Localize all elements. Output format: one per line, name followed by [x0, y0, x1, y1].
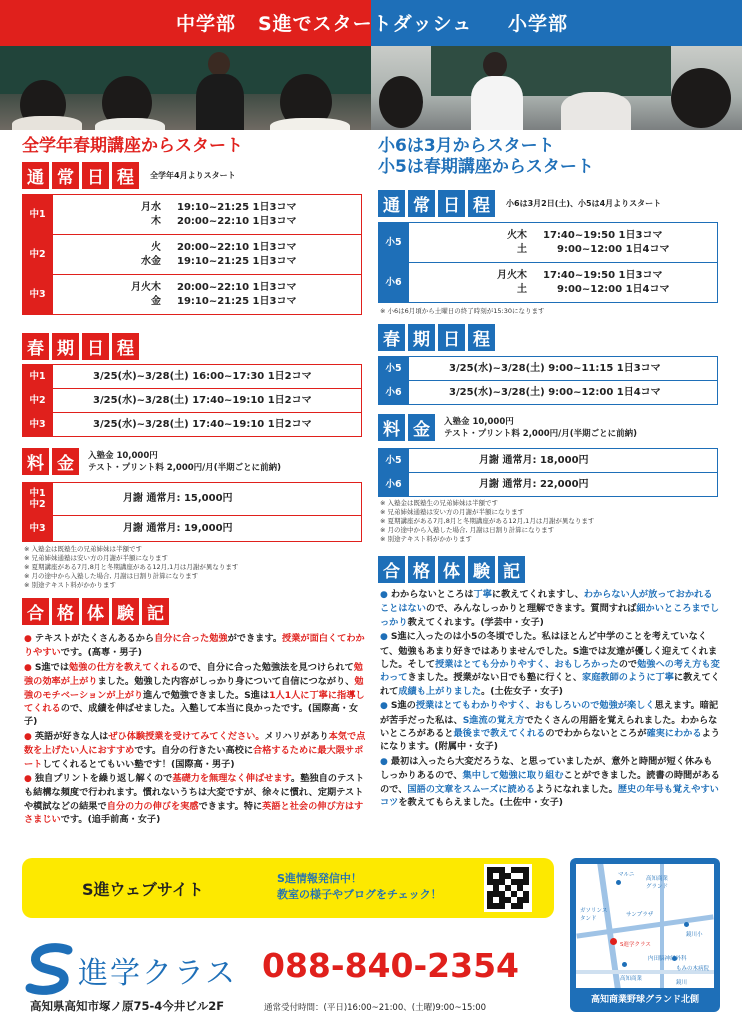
highlight-text: 最後まで教えてくれる [453, 728, 546, 740]
s-logo-icon [22, 940, 82, 1000]
banner-elementary-label: 小学部 [508, 13, 569, 35]
classroom-photo-elementary [371, 46, 742, 130]
body-text: に教えてくれて [380, 672, 720, 697]
bullet-icon: ● [24, 634, 32, 644]
grade-label: 中2 [23, 235, 53, 275]
website-name: S進ウェブサイト [82, 880, 204, 899]
body-text: のでわからないところが [545, 728, 647, 740]
table-row: 中1 中2 月謝 通常月: 15,000円 [23, 483, 362, 516]
body-text: 進んで勉強できました。S進は [143, 689, 270, 701]
address: 高知県高知市塚ノ原75-4今井ビル2F [30, 999, 225, 1013]
elementary-regular-heading: 通 常 日 程 小6は3月2日(土)、小5は4月よりスタート [378, 190, 661, 217]
highlight-text: 合格するために最大限サポート [24, 745, 364, 770]
highlight-text: 本気で点数を上げたい人におすすめ [24, 730, 366, 757]
elementary-title [378, 136, 594, 178]
body-text: ようになります。(附属中・女子) [380, 728, 720, 753]
elementary-notes: ※ 入塾金は既塾生の兄弟姉妹は半額です ※ 兄弟姉妹通塾は安い方の月謝が半額になります ※ 夏期講座がある7月,8月と冬期講座がある12月,1月は月謝が異なります ※ 月の途中から入塾した場合, 月謝は日割り計算になります ※ 別途テキスト料がかかります [380, 499, 595, 543]
junior-regular-table [22, 194, 362, 315]
highlight-text: 丁寧 [473, 589, 492, 600]
body-text: ました。勉強した内容がしっかり身について自信につながり、 [97, 676, 355, 688]
elementary-testimonial-3 [380, 699, 720, 754]
body-text: 最初は入ったら大変だろうな、と思っていましたが、意外と時間が短く休みもしっかりあるので、 [380, 755, 713, 782]
bullet-icon: ● [380, 632, 388, 643]
grade-label: 中3 [23, 516, 53, 542]
body-text: 。塾独自のテストも結構な頻度で行われます。慣れないうちは大変ですが、徐々に慣れ、定期テストや模試などの結果で [24, 773, 365, 812]
body-text: ので、成績を伸ばせました。入塾して本当に良かったです。(国際高・女子) [24, 703, 359, 728]
qr-code-icon[interactable] [484, 864, 532, 912]
elementary-regular-table [378, 222, 718, 303]
junior-testimonial-3 [24, 730, 366, 771]
highlight-text: 細かいところまでしっかり [380, 603, 720, 628]
highlight-text: 成績も上がりました [398, 685, 482, 697]
grade-label: 中1 [23, 365, 53, 389]
elementary-test-fee: テスト・プリント料 2,000円/月(半期ごとに前納) [444, 428, 638, 439]
highlight-text: 勉強のモチベーションが上がり [24, 676, 364, 701]
junior-title: 全学年春期講座からスタート [22, 136, 243, 156]
body-text: ので、自分に合った勉強法を見つけられて [179, 661, 354, 673]
elementary-regular-note: 小6は3月2日(土)、小5は4月よりスタート [506, 199, 662, 208]
body-text: わからないところは [390, 589, 474, 600]
highlight-text: 1人1人に丁寧に指導してくれる [24, 689, 365, 715]
junior-regular-heading: 通 常 日 程 全学年4月よりスタート [22, 162, 236, 189]
junior-testimonial-1 [24, 632, 366, 660]
highlight-text: 英語と社会の伸び方はすさまじい [24, 800, 364, 826]
junior-fee-table [22, 482, 362, 542]
grade-label: 中2 [23, 389, 53, 413]
body-text: きました。授業がない日でも塾に行くと、 [407, 672, 583, 684]
body-text: ことができました。読書の時間があるので、 [380, 770, 720, 795]
highlight-text: 基礎力を無理なく伸ばせます [172, 773, 292, 785]
table-row: 小6 月謝 通常月: 22,000円 [379, 473, 718, 497]
table-row: 中1 月水 19:10~21:25 1日3コマ 木 20:00~22:10 1日3コマ [23, 195, 362, 235]
junior-spring-table [22, 364, 362, 437]
grade-label: 小6 [379, 473, 409, 497]
body-text: ので、みんなしっかりと理解できます。質問すれば [425, 603, 637, 615]
highlight-text: 勉強の効率が上がり [24, 661, 363, 688]
highlight-text: 集中して勉強に取り組む [462, 770, 564, 782]
map-area: マルニ 高知商業 グランド ガソリンスタンド サンプラザ S進学クラス 内田脳神経外科 もみの木病院 高知商業 鏡川 鏡川小 [576, 864, 714, 988]
bullet-icon: ● [380, 701, 388, 712]
highlight-text: 授業はとてもわかりやすく、おもしろいので勉強が楽しく [415, 700, 655, 712]
grade-label: 小6 [379, 381, 409, 405]
body-text: 独自プリントを繰り返し解くので [34, 773, 173, 785]
body-text: ができます。 [227, 633, 283, 644]
brand-name: 進学クラス [78, 956, 238, 991]
elementary-fee-heading: 料 金 入塾金 10,000円 テスト・プリント料 2,000円/月(半期ごとに前納) [378, 414, 637, 441]
table-row: 中3 3/25(水)~3/28(土) 17:40~19:10 1日2コマ [23, 413, 362, 437]
table-row: 小5 3/25(水)~3/28(土) 9:00~11:15 1日3コマ [379, 357, 718, 381]
access-map [570, 858, 720, 1012]
elementary-spring-heading: 春 期 日 程 [378, 324, 498, 351]
elementary-testimonial-4 [380, 755, 720, 810]
website-message: S進情報発信中！ 教室の様子やブログをチェック！ [277, 872, 442, 901]
elementary-spring-table [378, 356, 718, 405]
bullet-icon: ● [380, 756, 388, 767]
table-row: 中2 火 20:00~22:10 1日3コマ 水金 19:10~21:25 1日3コマ [23, 235, 362, 275]
highlight-text: 歴史の年号も覚えやすいコツ [380, 783, 719, 809]
body-text: 。(土佐女子・女子) [481, 685, 563, 697]
table-row: 中3 月火木 20:00~22:10 1日3コマ 金 19:10~21:25 1日3コマ [23, 275, 362, 315]
elementary-title-line1: 小6は3月からスタート [378, 136, 555, 156]
junior-notes: ※ 入塾金は既塾生の兄弟姉妹は半額です ※ 兄弟姉妹通塾は安い方の月謝が半額になります ※ 夏期講座がある7月,8月と冬期講座がある12月,1月は月謝が異なります ※ 月の途中から入塾した場合, 月謝は日割り計算になります ※ 別途テキスト料がかかります [24, 545, 239, 589]
highlight-text: 勉強への考え方も変わって [380, 659, 720, 684]
body-text: ようになれました。 [535, 783, 618, 795]
elementary-testimonials-heading: 合 格 体 験 記 [378, 556, 528, 583]
table-row: 小5 火木 17:40~19:50 1日3コマ 土 9:00~12:00 1日4コマ [379, 223, 718, 263]
junior-entry-fee: 入塾金 10,000円 [88, 450, 158, 461]
elementary-entry-fee: 入塾金 10,000円 [444, 416, 514, 427]
highlight-text: 国語の文章をスムーズに読める [407, 783, 536, 795]
grade-label: 小5 [379, 357, 409, 381]
school-location-pin [610, 938, 617, 945]
highlight-text: 自分に合った勉強 [154, 633, 228, 644]
junior-testimonial-2 [24, 661, 366, 729]
body-text: S進では [34, 661, 70, 673]
body-text: メリハリがあり [264, 730, 329, 742]
bullet-icon: ● [24, 731, 32, 742]
bullet-icon: ● [24, 662, 32, 673]
phone-number[interactable]: 088-840-2354 [262, 946, 520, 985]
table-row: 小6 3/25(水)~3/28(土) 9:00~12:00 1日4コマ [379, 381, 718, 405]
junior-regular-note: 全学年4月よりスタート [150, 171, 236, 180]
elementary-testimonial-2 [380, 630, 720, 698]
body-text: です。自分の行きたい高校に [134, 745, 254, 757]
highlight-text: わからない人が放っておかれることはない [380, 589, 713, 615]
table-row: 中3 月謝 通常月: 19,000円 [23, 516, 362, 542]
bullet-icon: ● [380, 590, 388, 600]
banner-junior-label: 中学部 [176, 13, 237, 35]
junior-spring-heading: 春 期 日 程 [22, 333, 142, 360]
top-banner [0, 0, 742, 46]
body-text: 英語が好きな人は [34, 730, 109, 742]
body-text: を教えてもらえました。(土佐中・女子) [398, 797, 563, 809]
junior-testimonial-4 [24, 772, 366, 827]
grade-label: 小5 [379, 223, 409, 263]
grade-label: 中3 [23, 413, 53, 437]
classroom-photo-junior [0, 46, 371, 130]
highlight-text: 自分の力の伸びを実感 [106, 800, 199, 812]
website-banner[interactable] [22, 858, 554, 918]
junior-fee-heading: 料 金 入塾金 10,000円 テスト・プリント料 2,000円/月(半期ごとに前納) [22, 448, 281, 475]
body-text: でたくさんの用語を覚えられました。わからないところがあると [380, 714, 718, 740]
junior-testimonials [24, 632, 366, 828]
elementary-fee-table [378, 448, 718, 497]
elementary-testimonials [380, 588, 720, 811]
grade-label: 小5 [379, 449, 409, 473]
table-row: 小6 月火木 17:40~19:50 1日3コマ 土 9:00~12:00 1日4コマ [379, 263, 718, 303]
reception-hours: 通常受付時間：(平日)16:00~21:00、(土曜)9:00~15:00 [264, 1003, 487, 1013]
highlight-text: 授業はとても分かりやすく、おもしろかった [435, 659, 619, 671]
body-text: ので [618, 659, 638, 671]
grade-label: 中3 [23, 275, 53, 315]
body-text: できます。特に [198, 800, 263, 812]
highlight-text: 確実にわかる [646, 728, 702, 740]
grade-label: 中1 中2 [23, 483, 53, 516]
grade-label: 小6 [379, 263, 409, 303]
highlight-text: S進流の覚え方 [462, 714, 525, 726]
elementary-testimonial-1 [380, 588, 720, 629]
elementary-title-line2: 小5は春期講座からスタート [378, 157, 594, 177]
elementary-regular-footnote: ※ 小6は6月頃から土曜日の終了時刻が15:30になります [380, 307, 545, 315]
highlight-text: 家庭教師のように丁寧 [582, 672, 674, 684]
highlight-text: 授業が面白くてわかりやすい [24, 633, 365, 659]
table-row: 小5 月謝 通常月: 18,000円 [379, 449, 718, 473]
map-caption: 高知商業野球グランド北側 [590, 995, 699, 1005]
table-row: 中2 3/25(水)~3/28(土) 17:40~19:10 1日2コマ [23, 389, 362, 413]
body-text: テキストがたくさんあるから [34, 633, 155, 644]
body-text: してくれるとてもいい塾です！(国際高・男子) [42, 758, 235, 770]
highlight-text: 勉強の仕方を教えてくれる [69, 661, 180, 673]
banner-slogan: S進でスタートダッシュ [258, 13, 473, 35]
body-text: 教えてくれます。(学芸中・女子) [407, 616, 544, 628]
body-text: 思えます。暗記が苦手だった私は、 [380, 700, 719, 726]
body-text: S進に入ったのは小5の冬頃でした。私はほとんど中学のことを考えていなくて、勉強もあまり好きではありませんでした。S進では友達が優しく迎えてくれました。そして [380, 631, 718, 671]
body-text: S進の [390, 700, 416, 712]
body-text: です。(追手前高・女子) [60, 814, 161, 826]
grade-label: 中1 [23, 195, 53, 235]
junior-test-fee: テスト・プリント料 2,000円/月(半期ごとに前納) [88, 462, 282, 473]
body-text: です。(高専・男子) [60, 647, 142, 659]
table-row: 中1 3/25(水)~3/28(土) 16:00~17:30 1日2コマ [23, 365, 362, 389]
highlight-text: ぜひ体験授業を受けてみてください。 [108, 730, 265, 742]
junior-testimonials-heading: 合 格 体 験 記 [22, 598, 172, 625]
body-text: に教えてくれますし、 [491, 589, 584, 600]
bullet-icon: ● [24, 774, 32, 785]
